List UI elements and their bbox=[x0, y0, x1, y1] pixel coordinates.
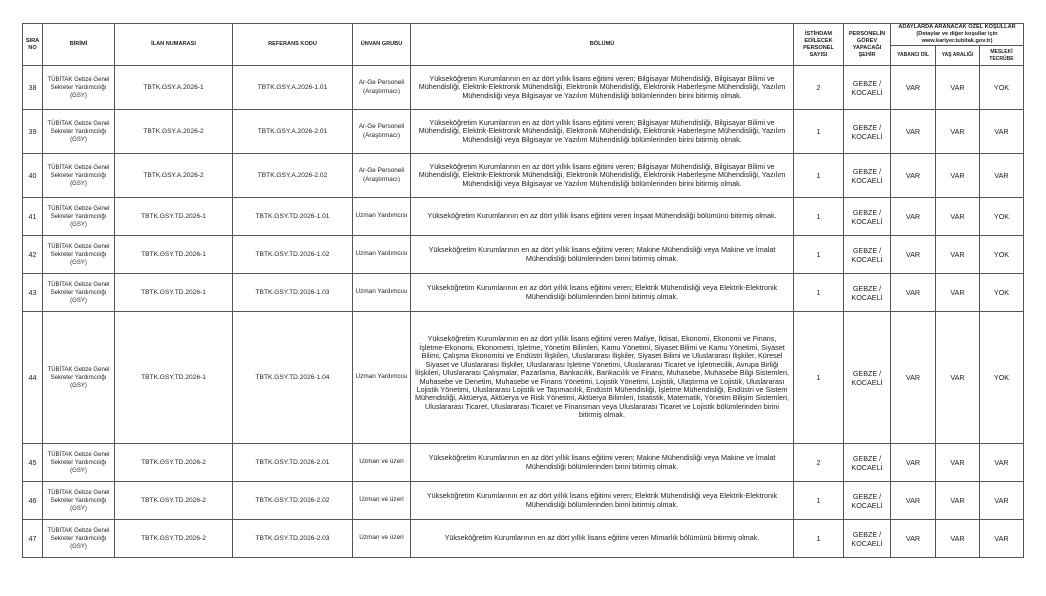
cell-sehir: GEBZE / KOCAELİ bbox=[844, 198, 891, 236]
cell-personel-sayisi: 2 bbox=[794, 444, 844, 482]
cell-sehir: GEBZE / KOCAELİ bbox=[844, 444, 891, 482]
table-row bbox=[23, 154, 1024, 198]
cell-mesleki-tecrube: YOK bbox=[980, 312, 1024, 444]
table-row bbox=[23, 274, 1024, 312]
cell-birim: TÜBİTAK Gebze Genel Sekreter Yardımcılığı (GSY) bbox=[43, 312, 115, 444]
cell-unvan-grubu: Uzman Yardımcısı bbox=[353, 274, 411, 312]
cell-yabanci-dil: VAR bbox=[891, 482, 936, 520]
cell-ilan-no: TBTK.GSY.A.2026-2 bbox=[115, 154, 233, 198]
cell-bolum: Yükseköğretim Kurumlarının en az dört yıllık lisans eğitimi veren; Bilgisayar Mühendisliği, Bilgisayar Bilimi ve Mühendisliği, Elektrik-Elektronik Mühendisliği, Elektronik Mühendisliği, Elektronik Haberleşme Mühendisliği, Yazılım Mühendisliği veya Bilgisayar ve Yazılım Mühendisliği bölümlerinden birini bitirmiş olmak. bbox=[411, 66, 794, 110]
cell-yabanci-dil: VAR bbox=[891, 198, 936, 236]
cell-unvan-grubu: Uzman ve üzeri bbox=[353, 482, 411, 520]
cell-birim: TÜBİTAK Gebze Genel Sekreter Yardımcılığı (GSY) bbox=[43, 482, 115, 520]
cell-yas-araligi: VAR bbox=[936, 154, 980, 198]
cell-personel-sayisi: 1 bbox=[794, 236, 844, 274]
cell-personel-sayisi: 1 bbox=[794, 198, 844, 236]
cell-sehir: GEBZE / KOCAELİ bbox=[844, 274, 891, 312]
cell-referans-kodu: TBTK.GSY.TD.2026-1.01 bbox=[233, 198, 353, 236]
header-istihdam-sayisi: İSTİHDAM EDİLECEK PERSONEL SAYISI bbox=[794, 24, 844, 66]
cell-sira-no: 45 bbox=[23, 444, 43, 482]
cell-ilan-no: TBTK.GSY.TD.2026-1 bbox=[115, 198, 233, 236]
cell-mesleki-tecrube: VAR bbox=[980, 520, 1024, 558]
cell-yabanci-dil: VAR bbox=[891, 274, 936, 312]
cell-referans-kodu: TBTK.GSY.TD.2026-1.03 bbox=[233, 274, 353, 312]
header-gorev-sehir: PERSONELİN GÖREV YAPACAĞI ŞEHİR bbox=[844, 24, 891, 66]
cell-mesleki-tecrube: VAR bbox=[980, 110, 1024, 154]
cell-yas-araligi: VAR bbox=[936, 482, 980, 520]
header-unvan-grubu: ÜNVAN GRUBU bbox=[353, 24, 411, 66]
cell-ilan-no: TBTK.GSY.TD.2026-1 bbox=[115, 274, 233, 312]
cell-referans-kodu: TBTK.GSY.A.2026-2.02 bbox=[233, 154, 353, 198]
header-yabanci-dil: YABANCI DİL bbox=[891, 46, 936, 66]
cell-bolum: Yükseköğretim Kurumlarının en az dört yıllık lisans eğitimi veren İnşaat Mühendisliği bölümünü bitirmiş olmak. bbox=[411, 198, 794, 236]
header-mesleki-tecrube: MESLEKİ TECRÜBE bbox=[980, 46, 1024, 66]
cell-referans-kodu: TBTK.GSY.TD.2026-1.02 bbox=[233, 236, 353, 274]
cell-ilan-no: TBTK.GSY.TD.2026-1 bbox=[115, 236, 233, 274]
cell-sira-no: 41 bbox=[23, 198, 43, 236]
header-yas-araligi: YAŞ ARALIĞI bbox=[936, 46, 980, 66]
table-row bbox=[23, 482, 1024, 520]
cell-mesleki-tecrube: VAR bbox=[980, 444, 1024, 482]
cell-bolum: Yükseköğretim Kurumlarının en az dört yıllık lisans eğitimi veren; Makine Mühendisliği veya Makine ve İmalat Mühendisliği bölümlerinden birini bitirmiş olmak. bbox=[411, 236, 794, 274]
cell-birim: TÜBİTAK Gebze Genel Sekreter Yardımcılığı (GSY) bbox=[43, 520, 115, 558]
cell-referans-kodu: TBTK.GSY.TD.2026-2.03 bbox=[233, 520, 353, 558]
cell-bolum: Yükseköğretim Kurumlarının en az dört yıllık lisans eğitimi veren Mimarlık bölümünü bitirmiş olmak. bbox=[411, 520, 794, 558]
cell-ilan-no: TBTK.GSY.TD.2026-1 bbox=[115, 312, 233, 444]
cell-ilan-no: TBTK.GSY.A.2026-1 bbox=[115, 66, 233, 110]
cell-yas-araligi: VAR bbox=[936, 66, 980, 110]
cell-yabanci-dil: VAR bbox=[891, 520, 936, 558]
cell-sehir: GEBZE / KOCAELİ bbox=[844, 66, 891, 110]
cell-unvan-grubu: Uzman Yardımcısı bbox=[353, 198, 411, 236]
cell-yas-araligi: VAR bbox=[936, 520, 980, 558]
cell-sira-no: 40 bbox=[23, 154, 43, 198]
cell-bolum: Yükseköğretim Kurumlarının en az dört yıllık lisans eğitimi veren; Bilgisayar Mühendisliği, Bilgisayar Bilimi ve Mühendisliği, Elektrik-Elektronik Mühendisliği, Elektronik Mühendisliği, Elektronik Haberleşme Mühendisliği, Yazılım Mühendisliği veya Bilgisayar ve Yazılım Mühendisliği bölümlerinden birini bitirmiş olmak. bbox=[411, 110, 794, 154]
cell-sehir: GEBZE / KOCAELİ bbox=[844, 236, 891, 274]
cell-sira-no: 38 bbox=[23, 66, 43, 110]
header-referans-kodu: REFERANS KODU bbox=[233, 24, 353, 66]
cell-referans-kodu: TBTK.GSY.A.2026-2.01 bbox=[233, 110, 353, 154]
cell-sira-no: 43 bbox=[23, 274, 43, 312]
table-row bbox=[23, 444, 1024, 482]
cell-ilan-no: TBTK.GSY.A.2026-2 bbox=[115, 110, 233, 154]
job-listing-table bbox=[22, 23, 1024, 558]
cell-sehir: GEBZE / KOCAELİ bbox=[844, 520, 891, 558]
cell-birim: TÜBİTAK Gebze Genel Sekreter Yardımcılığı (GSY) bbox=[43, 154, 115, 198]
cell-referans-kodu: TBTK.GSY.TD.2026-2.01 bbox=[233, 444, 353, 482]
header-row bbox=[23, 24, 1024, 46]
cell-referans-kodu: TBTK.GSY.TD.2026-2.02 bbox=[233, 482, 353, 520]
cell-sira-no: 42 bbox=[23, 236, 43, 274]
cell-sira-no: 47 bbox=[23, 520, 43, 558]
cell-birim: TÜBİTAK Gebze Genel Sekreter Yardımcılığı (GSY) bbox=[43, 66, 115, 110]
cell-yabanci-dil: VAR bbox=[891, 236, 936, 274]
table-row bbox=[23, 312, 1024, 444]
cell-personel-sayisi: 1 bbox=[794, 520, 844, 558]
cell-personel-sayisi: 1 bbox=[794, 312, 844, 444]
cell-bolum: Yükseköğretim Kurumlarının en az dört yıllık lisans eğitimi veren; Elektrik Mühendisliği veya Elektrik-Elektronik Mühendisliği bölümlerinden birini bitirmiş olmak. bbox=[411, 274, 794, 312]
cell-birim: TÜBİTAK Gebze Genel Sekreter Yardımcılığı (GSY) bbox=[43, 110, 115, 154]
table-row bbox=[23, 66, 1024, 110]
cell-personel-sayisi: 1 bbox=[794, 110, 844, 154]
cell-birim: TÜBİTAK Gebze Genel Sekreter Yardımcılığı (GSY) bbox=[43, 444, 115, 482]
cell-unvan-grubu: Uzman Yardımcısı bbox=[353, 312, 411, 444]
cell-yabanci-dil: VAR bbox=[891, 66, 936, 110]
cell-mesleki-tecrube: VAR bbox=[980, 154, 1024, 198]
cell-mesleki-tecrube: YOK bbox=[980, 274, 1024, 312]
cell-yas-araligi: VAR bbox=[936, 198, 980, 236]
cell-bolum: Yükseköğretim Kurumlarının en az dört yıllık lisans eğitimi veren; Elektrik Mühendisliği veya Elektrik-Elektronik Mühendisliği bölümlerinden birini bitirmiş olmak. bbox=[411, 482, 794, 520]
cell-mesleki-tecrube: VAR bbox=[980, 482, 1024, 520]
cell-unvan-grubu: Uzman ve üzeri bbox=[353, 520, 411, 558]
cell-sehir: GEBZE / KOCAELİ bbox=[844, 312, 891, 444]
cell-personel-sayisi: 1 bbox=[794, 154, 844, 198]
cell-sira-no: 46 bbox=[23, 482, 43, 520]
cell-sira-no: 39 bbox=[23, 110, 43, 154]
cell-unvan-grubu: Uzman ve üzeri bbox=[353, 444, 411, 482]
cell-personel-sayisi: 1 bbox=[794, 274, 844, 312]
cell-referans-kodu: TBTK.GSY.TD.2026-1.04 bbox=[233, 312, 353, 444]
cell-yas-araligi: VAR bbox=[936, 110, 980, 154]
cell-mesleki-tecrube: YOK bbox=[980, 66, 1024, 110]
header-sira-no: SIRA NO bbox=[23, 24, 43, 66]
cell-unvan-grubu: Uzman Yardımcısı bbox=[353, 236, 411, 274]
table-row bbox=[23, 236, 1024, 274]
cell-ilan-no: TBTK.GSY.TD.2026-2 bbox=[115, 444, 233, 482]
cell-ilan-no: TBTK.GSY.TD.2026-2 bbox=[115, 520, 233, 558]
cell-sehir: GEBZE / KOCAELİ bbox=[844, 154, 891, 198]
cell-sehir: GEBZE / KOCAELİ bbox=[844, 110, 891, 154]
cell-birim: TÜBİTAK Gebze Genel Sekreter Yardımcılığı (GSY) bbox=[43, 274, 115, 312]
cell-yabanci-dil: VAR bbox=[891, 110, 936, 154]
cell-yas-araligi: VAR bbox=[936, 236, 980, 274]
cell-birim: TÜBİTAK Gebze Genel Sekreter Yardımcılığı (GSY) bbox=[43, 198, 115, 236]
cell-sehir: GEBZE / KOCAELİ bbox=[844, 482, 891, 520]
cell-yabanci-dil: VAR bbox=[891, 154, 936, 198]
cell-yabanci-dil: VAR bbox=[891, 312, 936, 444]
cell-bolum: Yükseköğretim Kurumlarının en az dört yıllık lisans eğitimi veren; Makine Mühendisliği veya Makine ve İmalat Mühendisliği bölümlerinden birini bitirmiş olmak. bbox=[411, 444, 794, 482]
table-row bbox=[23, 520, 1024, 558]
table-row bbox=[23, 110, 1024, 154]
cell-birim: TÜBİTAK Gebze Genel Sekreter Yardımcılığı (GSY) bbox=[43, 236, 115, 274]
header-ozel-kosullar: ADAYLARDA ARANACAK ÖZEL KOŞULLAR (Detaylar ve diğer koşullar için www.kariyer.tubitak.gov.tr) bbox=[891, 24, 1024, 46]
cell-sira-no: 44 bbox=[23, 312, 43, 444]
document-page bbox=[22, 23, 1024, 558]
cell-mesleki-tecrube: YOK bbox=[980, 236, 1024, 274]
header-ilan-numarasi: İLAN NUMARASI bbox=[115, 24, 233, 66]
cell-personel-sayisi: 1 bbox=[794, 482, 844, 520]
cell-ilan-no: TBTK.GSY.TD.2026-2 bbox=[115, 482, 233, 520]
cell-yas-araligi: VAR bbox=[936, 444, 980, 482]
cell-yas-araligi: VAR bbox=[936, 312, 980, 444]
cell-bolum: Yükseköğretim Kurumlarının en az dört yıllık lisans eğitimi veren; Bilgisayar Mühendisliği, Bilgisayar Bilimi ve Mühendisliği, Elektrik-Elektronik Mühendisliği, Elektronik Mühendisliği, Elektronik Haberleşme Mühendisliği, Yazılım Mühendisliği veya Bilgisayar ve Yazılım Mühendisliği bölümlerinden birini bitirmiş olmak. bbox=[411, 154, 794, 198]
cell-yabanci-dil: VAR bbox=[891, 444, 936, 482]
cell-unvan-grubu: Ar-Ge Personeli (Araştırmacı) bbox=[353, 110, 411, 154]
cell-personel-sayisi: 2 bbox=[794, 66, 844, 110]
table-row bbox=[23, 198, 1024, 236]
cell-unvan-grubu: Ar-Ge Personeli (Araştırmacı) bbox=[353, 154, 411, 198]
header-birimi: BİRİMİ bbox=[43, 24, 115, 66]
cell-bolum: Yükseköğretim Kurumlarının en az dört yıllık lisans eğitimi veren Maliye, İktisat, Ekonomi, Ekonomi ve Finans, İşletme-Ekonomi, Ekonometri, İşletme, Yönetim Bilimleri, Kamu Yönetimi, Siyaset Bilimi ve Kamu Yönetimi, Siyaset Bilimi, Çalışma Ekonomisi ve Endüstri İlişkileri, Uluslararası İlişkiler, Siyaset Bilimi ve Uluslararası İlişkiler, Küresel Siyaset ve Uluslararası İlişkiler, Uluslararası İşletme Yönetimi, Uluslararası Ticaret ve İşletmecilik, Avrupa Birliği İlişkileri, Uluslararası Çalışmalar, Pazarlama, Bankacılık, Bankacılık ve Finans, Muhasebe, Muhasebe Bilgi Sistemleri, Muhasebe ve Denetim, Muhasebe ve Finans Yönetimi, Lojistik Yönetimi, Lojistik, Ulaştırma ve Lojistik, Uluslararası Lojistik Yönetimi, Uluslararası Lojistik ve Taşımacılık, Endüstri Mühendisliği, İşletme Mühendisliği, Endüstri ve Sistem Mühendisliği, Aktüerya, Aktüerya ve Risk Yönetimi, Aktüerya Bilimleri, İstatistik, Matematik, Yönetim Bilişim Sistemleri, Uluslararası Ticaret, Uluslararası Ticaret ve Finansman veya Uluslararası Ticaret ve Lojistik bölümlerinden birini bitirmiş olmak. bbox=[411, 312, 794, 444]
cell-yas-araligi: VAR bbox=[936, 274, 980, 312]
header-bolumu: BÖLÜMÜ bbox=[411, 24, 794, 66]
cell-unvan-grubu: Ar-Ge Personeli (Araştırmacı) bbox=[353, 66, 411, 110]
cell-referans-kodu: TBTK.GSY.A.2026-1.01 bbox=[233, 66, 353, 110]
cell-mesleki-tecrube: YOK bbox=[980, 198, 1024, 236]
